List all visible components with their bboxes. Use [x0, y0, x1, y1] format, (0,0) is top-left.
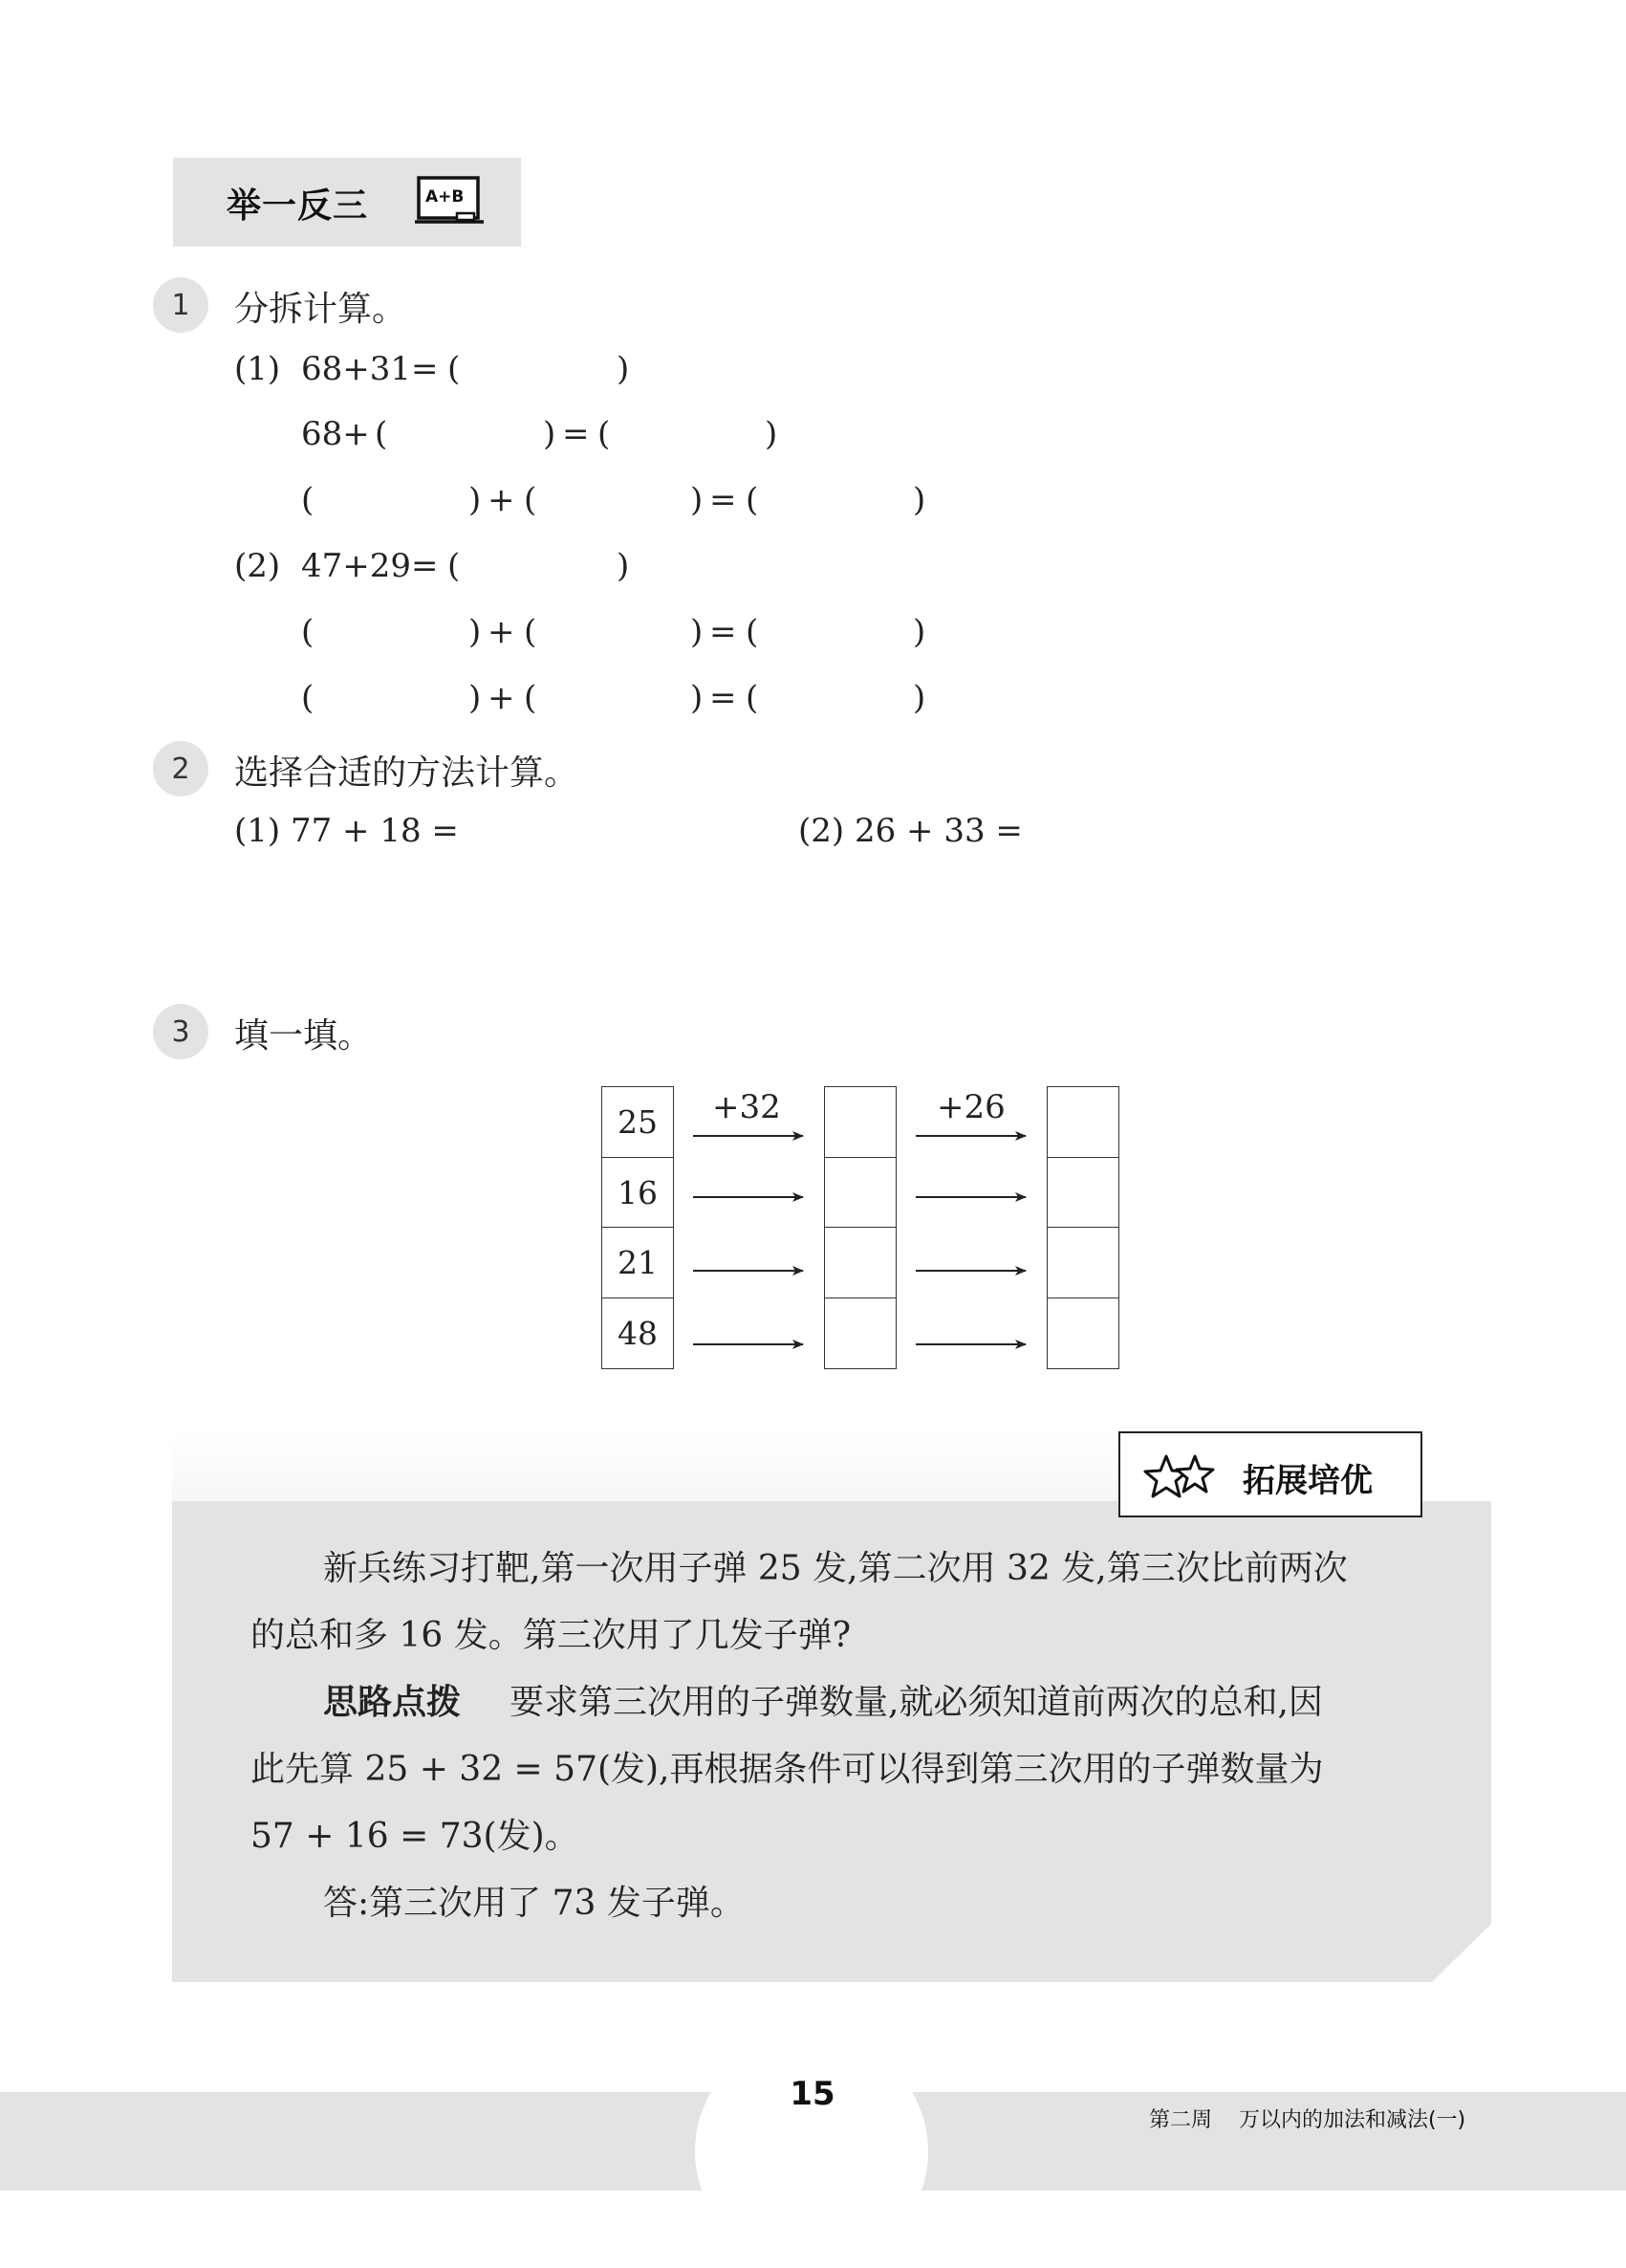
paren-open: (: [375, 415, 388, 453]
paren-close: ): [690, 679, 704, 717]
operation-label-2: +26: [937, 1088, 1006, 1126]
paren-open: (: [746, 481, 759, 519]
paren-open: (: [524, 679, 537, 717]
paren-open: (: [301, 613, 314, 651]
plus-sign: +: [488, 613, 515, 651]
paren-open: (: [524, 613, 537, 651]
start-value-cell: 21: [601, 1227, 674, 1298]
problem-line-1: 新兵练习打靶,第一次用子弹 25 发,第二次用 32 发,第三次比前两次: [323, 1549, 1348, 1588]
two-stars-icon: [1143, 1452, 1220, 1504]
paren-open: (: [524, 481, 537, 519]
q2-problem-1: (1) 77 + 18 =: [234, 812, 459, 850]
extension-tag: [1118, 1431, 1422, 1517]
q1-p2-expr: 47+29=: [301, 547, 439, 585]
section-title: 举一反三: [227, 186, 369, 226]
start-value-cell: 16: [601, 1157, 674, 1229]
paren-close: ): [913, 613, 926, 651]
hint-line-1: 要求第三次用的子弹数量,就必须知道前两次的总和,因: [509, 1683, 1323, 1722]
q1-p1-line2-prefix: 68+: [301, 415, 370, 453]
extension-panel-fade: [172, 1431, 1118, 1501]
paren-open: (: [597, 415, 611, 453]
paren-open: (: [447, 547, 461, 585]
question-number-2: 2: [153, 741, 208, 796]
paren-open: (: [746, 613, 759, 651]
paren-close: ): [468, 481, 482, 519]
question-title-3: 填一填。: [234, 1016, 373, 1056]
page-number: 15: [790, 2075, 835, 2113]
equals-sign: =: [562, 415, 590, 453]
q1-p1-label: (1): [234, 350, 281, 388]
paren-close: ): [690, 481, 704, 519]
start-value-cell: 48: [601, 1298, 674, 1369]
paren-close: ): [468, 679, 482, 717]
operation-label-1: +32: [712, 1088, 781, 1126]
board-icon-text: A+B: [425, 187, 465, 207]
paren-close: ): [690, 613, 704, 651]
paren-close: ): [543, 415, 556, 453]
equals-sign: =: [709, 613, 737, 651]
page-number-circle: [695, 2035, 928, 2268]
start-value-cell: 25: [601, 1086, 674, 1158]
paren-close: ): [913, 481, 926, 519]
hint-line-3: 57 + 16 = 73(发)。: [250, 1817, 579, 1856]
paren-open: (: [746, 679, 759, 717]
q1-p1-blank-open: (: [447, 350, 461, 388]
question-title-2: 选择合适的方法计算。: [234, 753, 579, 793]
q1-p2-label: (2): [234, 547, 281, 585]
question-title-1: 分拆计算。: [234, 290, 407, 329]
q1-p1-expr: 68+31=: [301, 350, 439, 388]
question-number-1: 1: [153, 277, 208, 333]
hint-line-2: 此先算 25 + 32 = 57(发),再根据条件可以得到第三次用的子弹数量为: [250, 1750, 1324, 1789]
paren-close: ): [913, 679, 926, 717]
hint-label: 思路点拨: [323, 1682, 462, 1722]
footer-caption: 第二周 万以内的加法和减法(一): [1149, 2108, 1466, 2132]
equals-sign: =: [709, 679, 737, 717]
extension-tag-label: 拓展培优: [1243, 1462, 1373, 1500]
answer-line: 答:第三次用了 73 发子弹。: [323, 1884, 745, 1923]
q1-p1-blank-close: ): [617, 350, 630, 388]
problem-line-2: 的总和多 16 发。第三次用了几发子弹?: [250, 1616, 851, 1655]
paren-open: (: [301, 679, 314, 717]
plus-sign: +: [488, 481, 515, 519]
q2-problem-2: (2) 26 + 33 =: [798, 812, 1023, 850]
question-number-3: 3: [153, 1004, 208, 1059]
paren-open: (: [301, 481, 314, 519]
plus-sign: +: [488, 679, 515, 717]
equals-sign: =: [709, 481, 737, 519]
paren-close: ): [617, 547, 630, 585]
paren-close: ): [468, 613, 482, 651]
paren-close: ): [765, 415, 778, 453]
